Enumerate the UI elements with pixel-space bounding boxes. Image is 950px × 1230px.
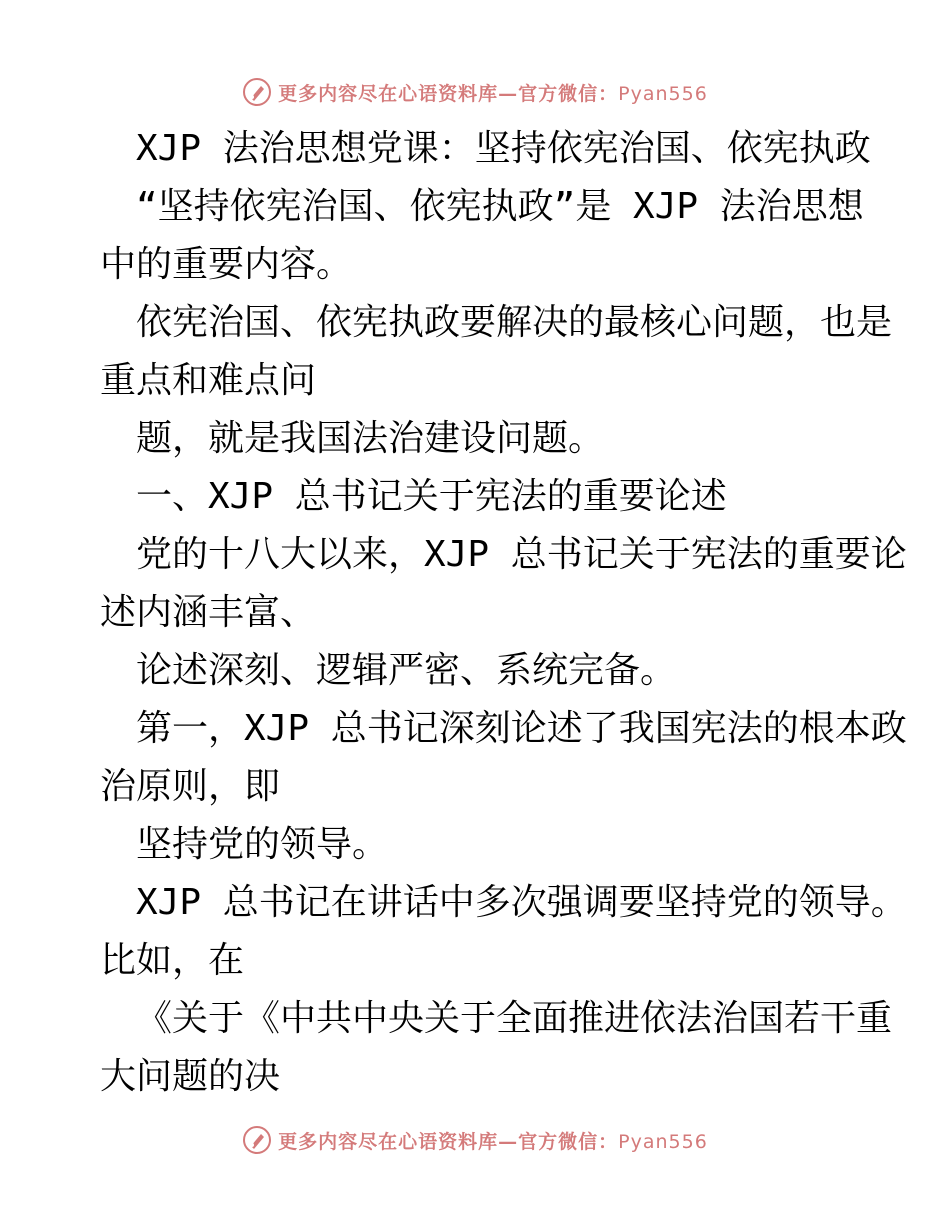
paragraph-line: 《关于《中共中央关于全面推进依法治国若干重 [136,998,893,1039]
paragraph-line: XJP 总书记在讲话中多次强调要坚持党的领导。 [136,882,907,923]
watermark-handle: Pyan556 [618,82,708,105]
section-heading: 一、XJP 总书记关于宪法的重要论述 [136,476,727,517]
paragraph-line: 治原则，即 [100,766,281,807]
paragraph-line: 党的十八大以来，XJP 总书记关于宪法的重要论 [136,534,907,575]
watermark-banner-top [0,72,950,112]
paragraph-line: 依宪治国、依宪执政要解决的最核心问题，也是 [136,302,893,343]
paragraph-line: 坚持党的领导。 [136,824,389,865]
pen-seal-icon [242,77,272,107]
paragraph-line: 论述深刻、逻辑严密、系统完备。 [136,650,677,691]
watermark-label: 更多内容尽在心语资料库—官方微信： [278,1130,619,1153]
watermark-text [278,1127,708,1154]
watermark-handle: Pyan556 [618,1130,708,1153]
document-body [100,120,907,1106]
watermark-banner-bottom [0,1120,950,1160]
paragraph-line: 题，就是我国法治建设问题。 [136,418,605,459]
paragraph-line: “坚持依宪治国、依宪执政”是 XJP 法治思想 [136,186,864,227]
paragraph-line: 重点和难点问 [100,360,317,401]
document-title: XJP 法治思想党课：坚持依宪治国、依宪执政 [136,128,871,169]
paragraph-line: 第一，XJP 总书记深刻论述了我国宪法的根本政 [136,708,907,749]
paragraph-line: 比如，在 [100,940,245,981]
pen-seal-icon [242,1125,272,1155]
watermark-text [278,79,708,106]
watermark-label: 更多内容尽在心语资料库—官方微信： [278,82,619,105]
paragraph-line: 中的重要内容。 [100,244,353,285]
paragraph-line: 述内涵丰富、 [100,592,317,633]
paragraph-line: 大问题的决 [100,1056,281,1097]
